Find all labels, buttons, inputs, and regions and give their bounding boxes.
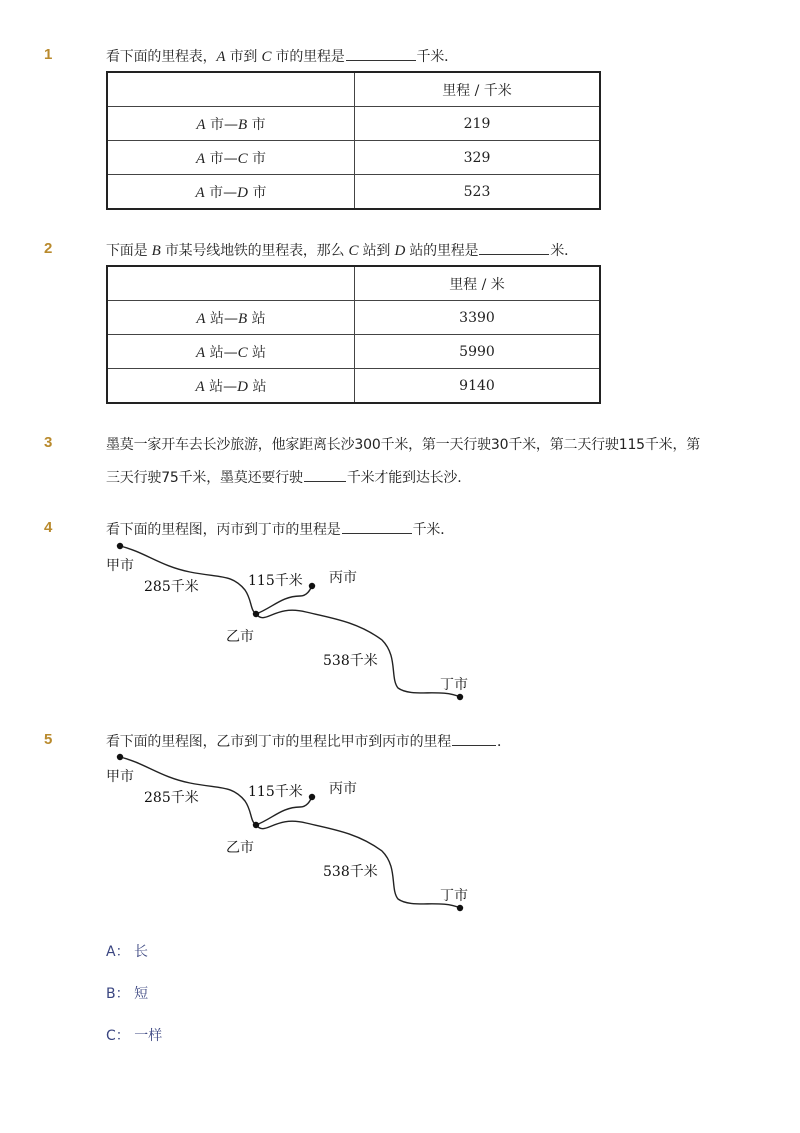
route-lines — [100, 749, 480, 914]
text-segment: 千米． — [416, 49, 458, 65]
answer-blank[interactable] — [346, 46, 416, 61]
distance-label: 115千米 — [248, 573, 303, 589]
table-row — [107, 175, 600, 210]
city-bing-dot — [309, 794, 315, 800]
city-bing-dot — [309, 583, 315, 589]
city-ding-dot — [457, 905, 463, 911]
distance-label: 285千米 — [144, 790, 199, 806]
route-yi-bing — [256, 797, 312, 825]
table-cell — [107, 266, 355, 301]
answer-blank[interactable] — [479, 240, 549, 255]
text-segment: 市到 — [225, 49, 262, 65]
question-text: 墨莫一家开车去长沙旅游，他家距离长沙300千米，第一天行驶30千米，第二天行驶115千米，第 — [106, 437, 701, 453]
city-label-yi: 乙市 — [226, 629, 254, 645]
city-jia-dot — [117, 754, 123, 760]
table-header: 里程 / 米 — [355, 266, 601, 301]
option-a[interactable] — [106, 941, 148, 961]
city-yi-dot — [253, 611, 259, 617]
question-number: 2 — [44, 240, 53, 257]
text-segment: 三天行驶75千米，墨莫还要行驶 — [106, 470, 303, 486]
question-text — [106, 519, 454, 539]
table-header-row — [107, 72, 600, 107]
text-segment: 米． — [550, 243, 578, 259]
table-cell: 219 — [355, 107, 601, 141]
option-label: 长 — [134, 944, 149, 960]
city-label-ding: 丁市 — [440, 888, 468, 904]
table-cell: A 市—B 市 — [107, 107, 355, 141]
option-label: 一样 — [134, 1028, 163, 1044]
answer-blank[interactable] — [304, 467, 346, 482]
table-cell: A 站—D 站 — [107, 369, 355, 404]
table-cell — [107, 72, 355, 107]
table-cell: A 市—D 市 — [107, 175, 355, 210]
table-header: 里程 / 千米 — [355, 72, 601, 107]
text-segment: 看下面的里程图，乙市到丁市的里程比甲市到丙市的里程 — [106, 734, 451, 750]
text-segment: 看下面的里程表， — [106, 49, 217, 65]
table-row — [107, 107, 600, 141]
table-cell: A 站—C 站 — [107, 335, 355, 369]
text-segment: 下面是 — [106, 243, 152, 259]
text-segment: 市某号线地铁的里程表，那么 — [160, 243, 349, 259]
table-row — [107, 141, 600, 175]
table-cell: 9140 — [355, 369, 601, 404]
question-number: 3 — [44, 434, 53, 451]
text-segment: 站的里程是 — [405, 243, 479, 259]
city-label-jia: 甲市 — [106, 558, 134, 574]
option-key: C： — [106, 1028, 130, 1044]
question-number: 5 — [44, 731, 53, 748]
city-label-bing: 丙市 — [329, 570, 357, 586]
city-label-yi: 乙市 — [226, 840, 254, 856]
question-number: 1 — [44, 46, 53, 63]
table-header-row — [107, 266, 600, 301]
table-cell: 329 — [355, 141, 601, 175]
question-text — [106, 731, 511, 751]
distance-label: 285千米 — [144, 579, 199, 595]
text-segment: ． — [497, 734, 511, 750]
city-ding-dot — [457, 694, 463, 700]
route-lines — [100, 538, 480, 703]
city-yi-dot — [253, 822, 259, 828]
table-row — [107, 301, 600, 335]
table-cell: A 站—B 站 — [107, 301, 355, 335]
option-key: A： — [106, 944, 130, 960]
city-label-jia: 甲市 — [106, 769, 134, 785]
route-yi-bing — [256, 586, 312, 614]
variable-a: A — [216, 49, 226, 65]
variable-d: D — [394, 243, 406, 259]
answer-blank[interactable] — [342, 519, 412, 534]
table-row — [107, 369, 600, 404]
table-cell: A 市—C 市 — [107, 141, 355, 175]
question-text — [106, 46, 458, 66]
question-text — [106, 240, 578, 260]
question-number: 4 — [44, 519, 53, 536]
table-cell: 523 — [355, 175, 601, 210]
variable-c: C — [348, 243, 359, 259]
mileage-table — [106, 265, 601, 404]
text-segment: 站到 — [358, 243, 395, 259]
text-segment: 千米才能到达长沙. — [346, 470, 462, 486]
distance-label: 538千米 — [323, 653, 378, 669]
mileage-table — [106, 71, 601, 210]
variable-c: C — [261, 49, 272, 65]
mileage-map — [100, 749, 480, 914]
distance-label: 538千米 — [323, 864, 378, 880]
city-jia-dot — [117, 543, 123, 549]
text-segment: 市的里程是 — [271, 49, 345, 65]
text-segment: 看下面的里程图，丙市到丁市的里程是 — [106, 522, 341, 538]
option-label: 短 — [134, 986, 149, 1002]
table-cell: 3390 — [355, 301, 601, 335]
text-segment: 千米． — [412, 522, 455, 538]
option-c[interactable] — [106, 1025, 162, 1045]
answer-blank[interactable] — [452, 731, 496, 746]
question-text — [106, 467, 461, 487]
distance-label: 115千米 — [248, 784, 303, 800]
option-key: B： — [106, 986, 130, 1002]
table-cell: 5990 — [355, 335, 601, 369]
city-label-ding: 丁市 — [440, 677, 468, 693]
table-row — [107, 335, 600, 369]
city-label-bing: 丙市 — [329, 781, 357, 797]
variable-b: B — [151, 243, 161, 259]
option-b[interactable] — [106, 983, 148, 1003]
mileage-map — [100, 538, 480, 703]
